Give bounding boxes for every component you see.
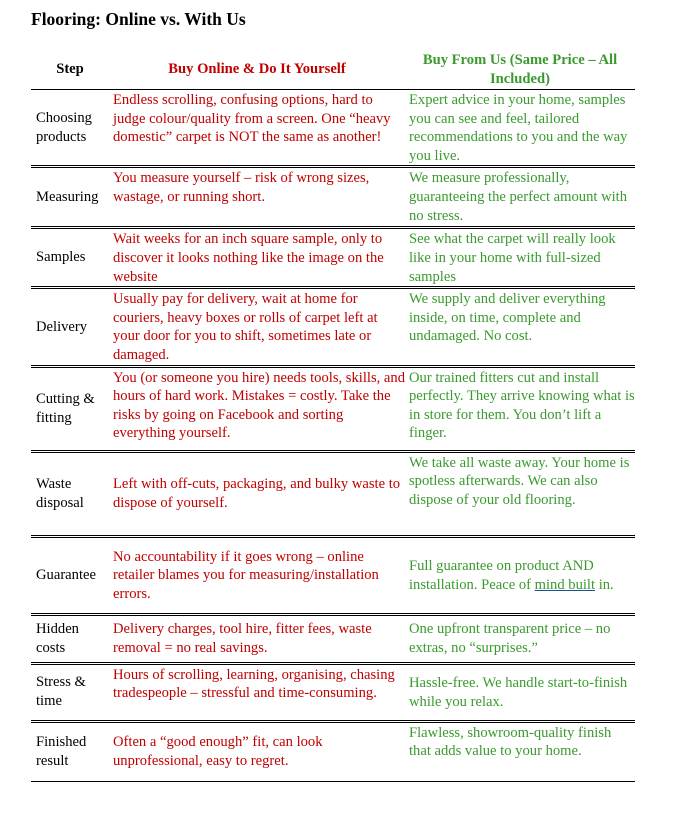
table-row	[31, 536, 635, 614]
us-text: Full guarantee on product AND installation. Peace of	[409, 557, 594, 593]
table-row	[31, 288, 635, 366]
online-cell: Often a “good enough” fit, can look unprofessional, easy to regret.	[109, 721, 405, 781]
us-cell: We take all waste away. Your home is spotless afterwards. We can also dispose of your old flooring.	[405, 451, 635, 536]
online-cell: Endless scrolling, confusing options, hard to judge colour/quality from a screen. One “heavy domestic” carpet is NOT the same as another!	[113, 92, 391, 146]
header-step: Step	[31, 50, 109, 90]
table-row	[31, 721, 635, 781]
step-cell: Stress & time	[31, 663, 109, 721]
table-row	[31, 451, 635, 536]
step-cell: Measuring	[31, 167, 109, 228]
step-cell: Cutting & fitting	[31, 366, 109, 451]
us-cell: One upfront transparent price – no extras, no “surprises.”	[405, 614, 635, 663]
mind-built-link[interactable]: mind built	[534, 576, 596, 593]
online-cell: You (or someone you hire) needs tools, skills, and hours of hard work. Mistakes = costly. Take the risks by going on Facebook and sorting everything yourself.	[109, 366, 405, 451]
us-cell	[405, 536, 635, 614]
us-cell: See what the carpet will really look like in your home with full-sized samples	[405, 228, 635, 288]
us-cell: We measure professionally, guaranteeing the perfect amount with no stress.	[405, 167, 635, 228]
table-row	[31, 90, 635, 167]
online-cell: No accountability if it goes wrong – online retailer blames you for measuring/installation errors.	[109, 536, 405, 614]
step-cell: Samples	[31, 228, 109, 288]
online-cell: You measure yourself – risk of wrong sizes, wastage, or running short.	[109, 167, 405, 228]
table-row	[31, 366, 635, 451]
online-cell: Left with off-cuts, packaging, and bulky waste to dispose of yourself.	[109, 451, 405, 536]
us-cell: Hassle-free. We handle start-to-finish while you relax.	[405, 663, 635, 721]
table-row	[31, 228, 635, 288]
table-row	[31, 614, 635, 663]
step-cell: Choosing products	[36, 110, 92, 145]
step-cell: Waste disposal	[31, 451, 109, 536]
page-title: Flooring: Online vs. With Us	[31, 9, 246, 29]
step-cell: Delivery	[31, 288, 109, 366]
step-cell: Hidden costs	[31, 614, 109, 663]
us-cell: Our trained fitters cut and install perfectly. They arrive knowing what is in store for them. You don’t lift a finger.	[405, 366, 635, 451]
online-cell: Usually pay for delivery, wait at home for couriers, heavy boxes or rolls of carpet left at your door for you to shift, sometimes late or damaged.	[109, 288, 405, 366]
online-cell: Hours of scrolling, learning, organising, chasing tradespeople – stressful and time-consuming.	[109, 663, 405, 721]
header-online: Buy Online & Do It Yourself	[109, 50, 405, 90]
table-row	[31, 167, 635, 228]
header-row	[31, 50, 635, 90]
header-us: Buy From Us (Same Price – All Included)	[405, 50, 635, 90]
step-cell: Guarantee	[31, 536, 109, 614]
comparison-table	[31, 50, 635, 782]
us-cell: Flawless, showroom-quality finish that adds value to your home.	[405, 721, 635, 781]
us-cell: We supply and deliver everything inside, on time, complete and undamaged. No cost.	[405, 288, 635, 366]
step-cell: Finished result	[31, 721, 109, 781]
table-row	[31, 663, 635, 721]
us-cell: Expert advice in your home, samples you can see and feel, tailored recommendations to you and the way you live.	[409, 92, 628, 164]
us-text-end: in.	[595, 576, 614, 593]
online-cell: Delivery charges, tool hire, fitter fees, waste removal = no real savings.	[109, 614, 405, 663]
online-cell: Wait weeks for an inch square sample, only to discover it looks nothing like the image on the website	[109, 228, 405, 288]
